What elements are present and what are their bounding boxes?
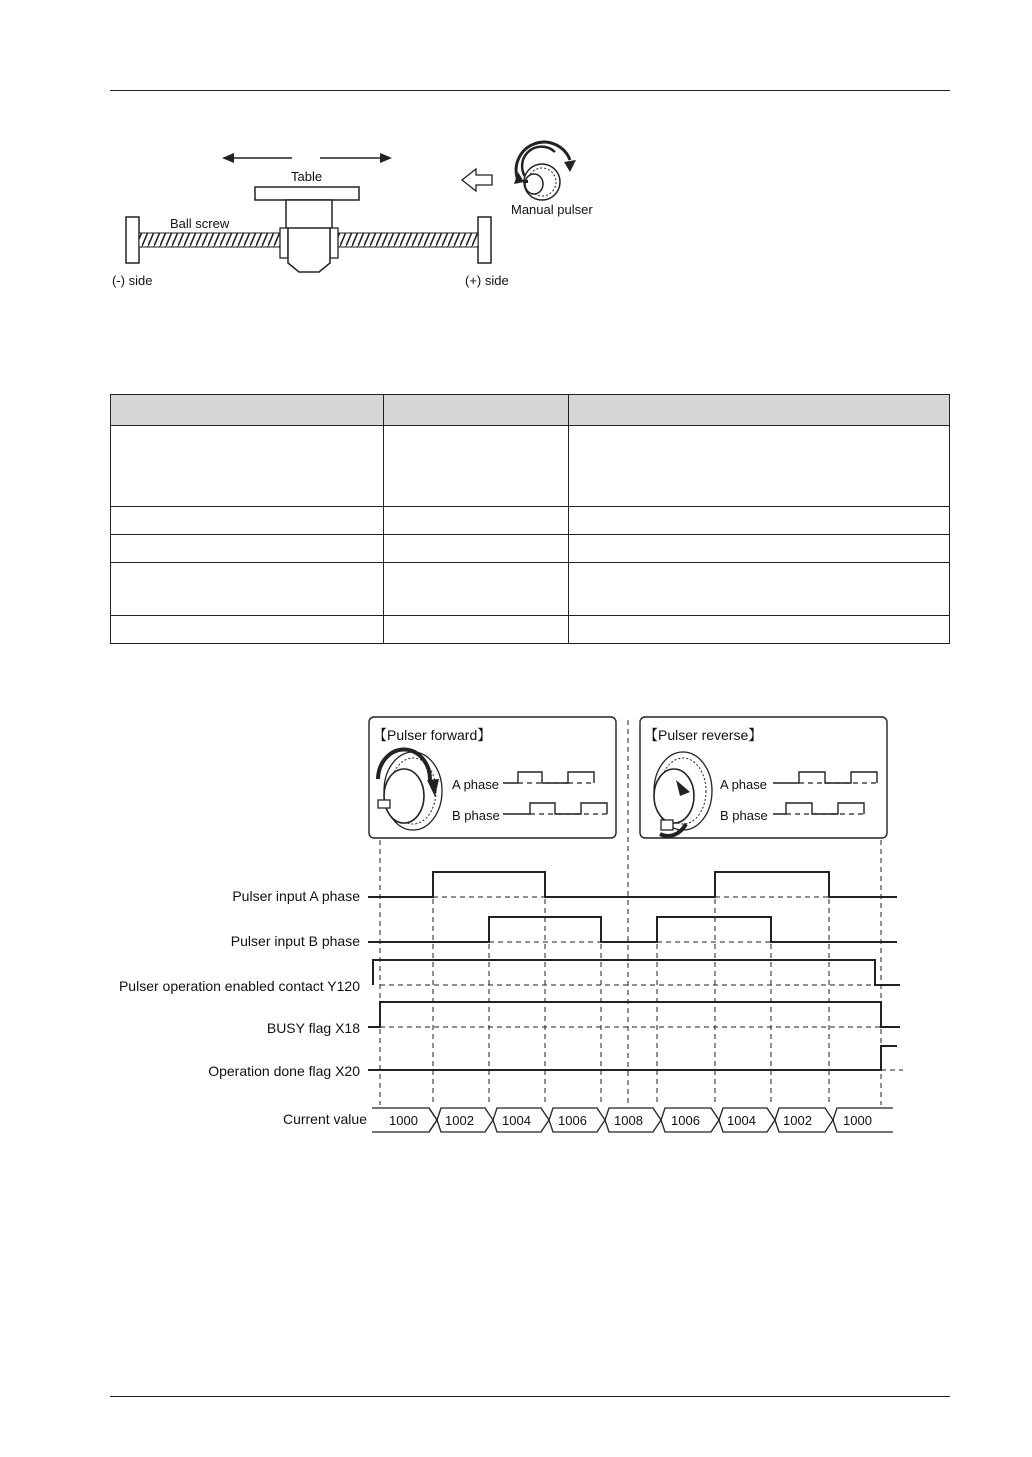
current-value-cell: 1006 <box>558 1113 587 1128</box>
reverse-a-phase-wave <box>773 772 877 783</box>
right-end-block <box>478 217 491 263</box>
reverse-b-phase-label: B phase <box>720 808 768 823</box>
table-cell <box>384 426 569 507</box>
current-value-cell: 1006 <box>671 1113 700 1128</box>
busy-waveform <box>368 1002 900 1027</box>
manual-pulser-label: Manual pulser <box>511 202 593 217</box>
signal-label: Pulser operation enabled contact Y120 <box>118 978 360 994</box>
table-column <box>286 200 332 230</box>
table-cell <box>384 535 569 563</box>
table-cell <box>569 507 950 535</box>
current-value-cell: 1004 <box>502 1113 531 1128</box>
hollow-arrow-icon <box>462 169 492 191</box>
current-value-cell: 1004 <box>727 1113 756 1128</box>
table-header-row <box>111 395 950 426</box>
reverse-a-phase-label: A phase <box>720 777 767 792</box>
left-arrow-icon <box>222 153 292 163</box>
table-cell <box>569 426 950 507</box>
table-row <box>111 563 950 616</box>
table-cell <box>384 563 569 616</box>
table-cell <box>111 507 384 535</box>
current-value-cell: 1008 <box>614 1113 643 1128</box>
reverse-box-title: 【Pulser reverse】 <box>644 727 763 743</box>
table-row <box>111 507 950 535</box>
current-value-cell: 1000 <box>843 1113 872 1128</box>
timing-chart <box>0 700 1032 1150</box>
forward-a-phase-wave <box>503 772 594 783</box>
forward-a-phase-label: A phase <box>452 777 499 792</box>
y120-waveform <box>373 960 900 985</box>
manual-pulser-icon <box>514 142 576 200</box>
plus-side-label: (+) side <box>465 273 509 288</box>
nut-right <box>330 228 338 258</box>
forward-box-title: 【Pulser forward】 <box>373 727 492 743</box>
forward-dial-icon <box>378 749 442 830</box>
table-cell <box>111 616 384 644</box>
ball-screw-label: Ball screw <box>170 216 230 231</box>
table-cell <box>111 426 384 507</box>
table-cell <box>384 616 569 644</box>
current-value-cell: 1002 <box>445 1113 474 1128</box>
table-cell <box>569 535 950 563</box>
signal-label: BUSY flag X18 <box>266 1020 360 1036</box>
forward-b-phase-label: B phase <box>452 808 500 823</box>
signal-label: Pulser input B phase <box>230 933 360 949</box>
table-row <box>111 426 950 507</box>
table-cell <box>384 507 569 535</box>
header-rule <box>110 90 950 91</box>
a-phase-waveform <box>368 872 897 897</box>
table-header-cell <box>111 395 384 426</box>
footer-rule <box>110 1396 950 1397</box>
table-cell <box>569 563 950 616</box>
current-value-label: Current value <box>282 1111 367 1127</box>
current-value-cell: 1002 <box>783 1113 812 1128</box>
table-header-cell <box>384 395 569 426</box>
table-row <box>111 616 950 644</box>
table-row <box>111 535 950 563</box>
done-waveform <box>368 1046 897 1070</box>
mechanism-diagram <box>100 120 620 300</box>
table-cell <box>111 535 384 563</box>
current-value-cell: 1000 <box>389 1113 418 1128</box>
b-phase-waveform <box>368 917 897 942</box>
forward-b-phase-wave <box>503 803 607 814</box>
right-arrow-icon <box>320 153 392 163</box>
timing-drawing <box>0 700 1032 1150</box>
table-cell <box>111 563 384 616</box>
nut-left <box>280 228 288 258</box>
minus-side-label: (-) side <box>112 273 153 288</box>
reverse-dial-icon <box>654 752 712 836</box>
table-label: Table <box>291 169 323 184</box>
signal-label: Operation done flag X20 <box>208 1063 360 1079</box>
table-cell <box>569 616 950 644</box>
signal-label: Pulser input A phase <box>232 888 360 904</box>
table-top <box>255 187 359 200</box>
nut-body <box>288 228 330 272</box>
table-header-cell <box>569 395 950 426</box>
left-end-block <box>126 217 139 263</box>
reverse-b-phase-wave <box>773 803 864 814</box>
spec-table <box>110 394 950 644</box>
